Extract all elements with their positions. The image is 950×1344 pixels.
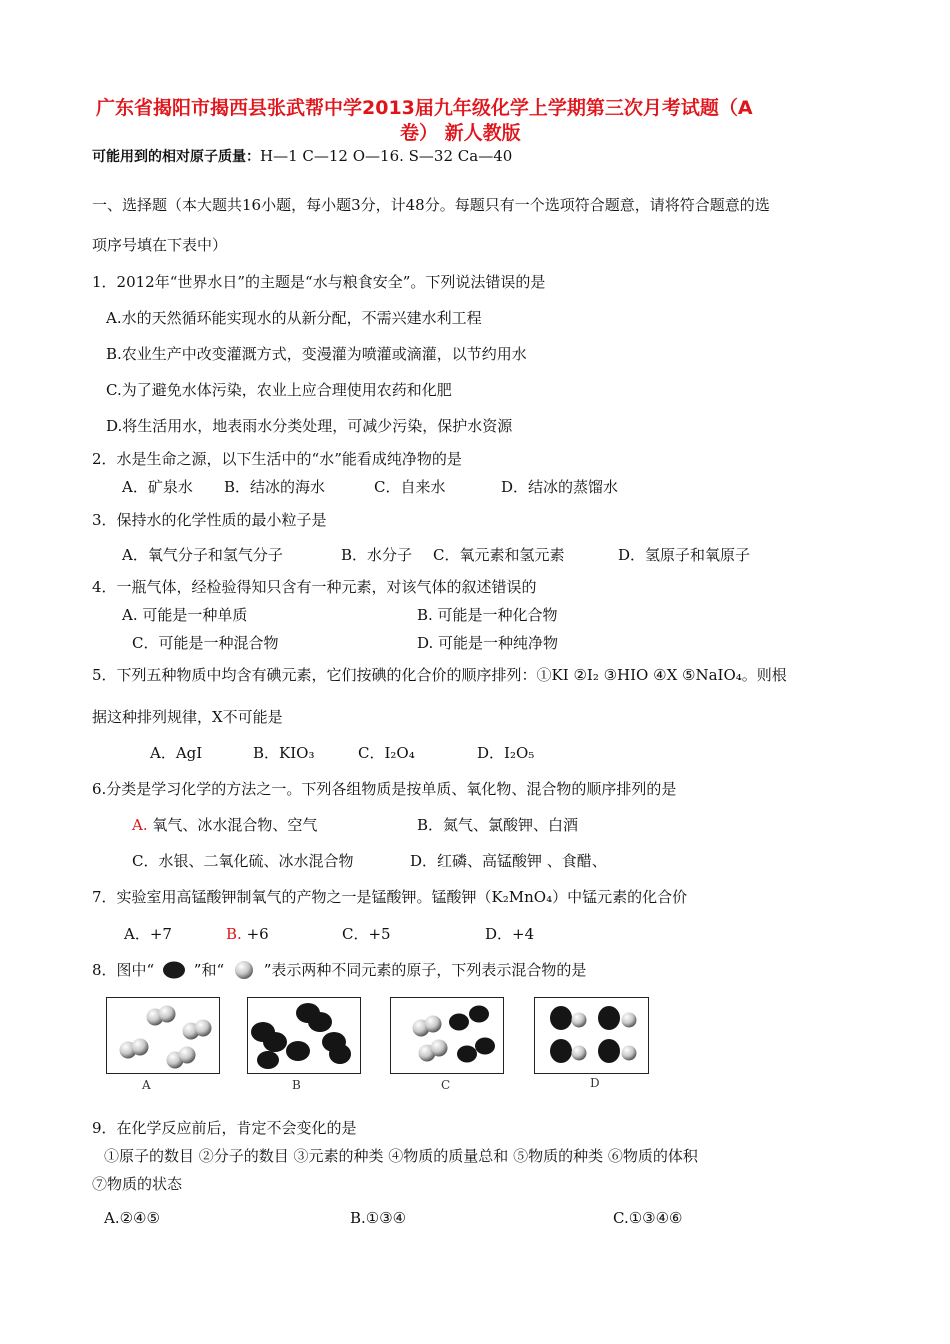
q5-option-a: A．AgI xyxy=(150,744,203,762)
section1-line1: 一、选择题（本大题共16小题，每小题3分，计48分。每题只有一个选项符合题意，请将符合题意的选 xyxy=(92,196,770,214)
grey-atom xyxy=(572,1013,587,1028)
q5-option-c: C．I₂O₄ xyxy=(358,744,415,762)
atomic-mass-line xyxy=(92,146,512,167)
black-atom xyxy=(598,1006,620,1030)
page-title-line2: 卷） 新人教版 xyxy=(400,122,521,144)
q8-stem-post: ”表示两种不同元素的原子，下列表示混合物的是 xyxy=(263,961,587,979)
q2-option-b: B．结冰的海水 xyxy=(224,478,326,496)
diagram-b-label: B xyxy=(292,1078,301,1092)
q5-option-b: B．KIO₃ xyxy=(253,744,315,762)
q1-stem: 1．2012年“世界水日”的主题是“水与粮食安全”。下列说法错误的是 xyxy=(92,273,546,291)
black-atom xyxy=(263,1032,287,1052)
q5-stem2: 据这种排列规律，X不可能是 xyxy=(92,708,283,726)
grey-atom xyxy=(425,1016,442,1033)
grey-atom xyxy=(195,1020,212,1037)
q9-stem: 9．在化学反应前后，肯定不会变化的是 xyxy=(92,1119,357,1137)
q9-option-c: C.①③④⑥ xyxy=(613,1209,683,1227)
grey-atom xyxy=(572,1046,587,1061)
q4-option-a: A. 可能是一种单质 xyxy=(122,606,248,624)
q4-option-c: C．可能是一种混合物 xyxy=(132,634,279,652)
q6-option-d: D．红磷、高锰酸钾 、食醋、 xyxy=(410,852,607,870)
black-atom xyxy=(257,1051,279,1069)
black-atom xyxy=(550,1006,572,1030)
q2-option-d: D．结冰的蒸馏水 xyxy=(501,478,619,496)
black-atom xyxy=(286,1041,310,1061)
black-atom xyxy=(449,1014,469,1031)
black-atom xyxy=(469,1006,489,1023)
q8-stem xyxy=(92,960,586,980)
q1-option-d: D.将生活用水，地表雨水分类处理，可减少污染，保护水资源 xyxy=(106,417,513,435)
section1-line2: 项序号填在下表中） xyxy=(92,236,228,254)
q2-option-c: C．自来水 xyxy=(374,478,446,496)
grey-atom xyxy=(179,1047,196,1064)
black-atom xyxy=(308,1012,332,1032)
diagram-d-label: D xyxy=(590,1076,600,1090)
grey-atom xyxy=(622,1013,637,1028)
grey-atom xyxy=(622,1046,637,1061)
q9-items: ①原子的数目 ②分子的数目 ③元素的种类 ④物质的质量总和 ⑤物质的种类 ⑥物质的体积 xyxy=(104,1147,698,1165)
q3-option-b: B．水分子 xyxy=(341,546,413,564)
q7-answer-letter: B. xyxy=(226,925,242,943)
black-atom xyxy=(329,1044,351,1064)
grey-atom xyxy=(431,1040,448,1057)
q5-option-d: D．I₂O₅ xyxy=(477,744,535,762)
black-atom xyxy=(457,1046,477,1063)
page-title-line1: 广东省揭阳市揭西县张武帮中学2013届九年级化学上学期第三次月考试题（A xyxy=(96,97,753,119)
q6-option-b: B．氮气、氯酸钾、白酒 xyxy=(417,816,579,834)
q2-stem: 2．水是生命之源，以下生活中的“水”能看成纯净物的是 xyxy=(92,450,462,468)
q7-option-b xyxy=(226,924,269,944)
q2-option-a: A．矿泉水 xyxy=(122,478,193,496)
q6-option-a xyxy=(132,815,317,835)
q9-option-b: B.①③④ xyxy=(350,1209,407,1227)
grey-atom-icon xyxy=(229,960,259,980)
q3-option-c: C．氧元素和氢元素 xyxy=(433,546,565,564)
black-atom-icon xyxy=(159,960,189,980)
diagram-d xyxy=(534,997,649,1074)
q1-option-a: A.水的天然循环能实现水的从新分配，不需兴建水利工程 xyxy=(106,309,482,327)
q4-stem: 4．一瓶气体，经检验得知只含有一种元素，对该气体的叙述错误的 xyxy=(92,578,537,596)
q6-answer-letter: A. xyxy=(132,816,148,834)
diagram-b xyxy=(247,997,361,1074)
q7-option-b-text: +6 xyxy=(246,925,269,943)
diagram-c-label: C xyxy=(441,1078,451,1092)
q5-stem: 5．下列五种物质中均含有碘元素，它们按碘的化合价的顺序排列：①KI ②I₂ ③HIO ④X ⑤NaIO₄。则根 xyxy=(92,666,787,684)
q7-option-c: C．+5 xyxy=(342,925,391,943)
q9-option-a: A.②④⑤ xyxy=(104,1209,160,1227)
q7-option-a: A．+7 xyxy=(124,925,172,943)
q7-stem: 7．实验室用高锰酸钾制氧气的产物之一是锰酸钾。锰酸钾（K₂MnO₄）中锰元素的化合价 xyxy=(92,888,688,906)
q3-option-d: D．氢原子和氧原子 xyxy=(618,546,751,564)
q7-option-d: D．+4 xyxy=(485,925,535,943)
q6-stem: 6.分类是学习化学的方法之一。下列各组物质是按单质、氧化物、混合物的顺序排列的是 xyxy=(92,780,677,798)
grey-atom xyxy=(159,1006,176,1023)
q1-option-c: C.为了避免水体污染，农业上应合理使用农药和化肥 xyxy=(106,381,452,399)
atomic-mass-values: H—1 C—12 O—16. S—32 Ca—40 xyxy=(260,147,513,165)
diagram-c xyxy=(390,997,504,1074)
q4-option-b: B. 可能是一种化合物 xyxy=(417,606,558,624)
black-atom xyxy=(475,1038,495,1055)
atomic-mass-label: 可能用到的相对原子质量： xyxy=(92,149,260,165)
q6-option-c: C．水银、二氧化硫、冰水混合物 xyxy=(132,852,354,870)
q3-option-a: A．氧气分子和氢气分子 xyxy=(122,546,283,564)
diagram-a xyxy=(106,997,220,1074)
q9-items2: ⑦物质的状态 xyxy=(92,1175,183,1193)
q1-option-b: B.农业生产中改变灌溉方式，变漫灌为喷灌或滴灌，以节约用水 xyxy=(106,345,527,363)
black-atom xyxy=(598,1039,620,1063)
q6-option-a-text: 氧气、冰水混合物、空气 xyxy=(152,816,318,834)
q8-stem-pre: 8．图中“ xyxy=(92,961,155,979)
q3-stem: 3．保持水的化学性质的最小粒子是 xyxy=(92,511,327,529)
diagram-a-label: A xyxy=(142,1078,151,1092)
black-atom xyxy=(550,1039,572,1063)
q8-stem-mid: ”和“ xyxy=(193,961,225,979)
q4-option-d: D. 可能是一种纯净物 xyxy=(417,634,559,652)
grey-atom xyxy=(132,1039,149,1056)
